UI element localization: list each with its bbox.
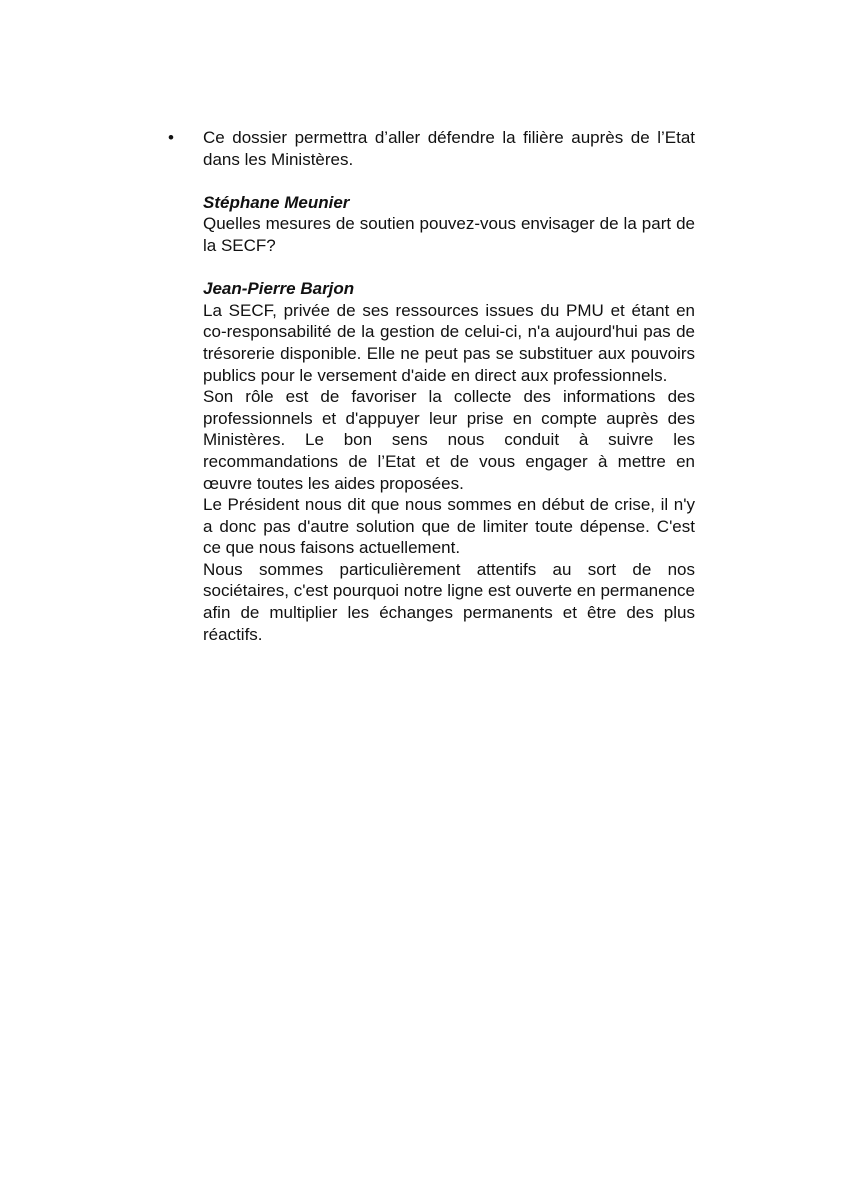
spacer — [203, 170, 695, 192]
spacer — [203, 257, 695, 279]
question-text: Quelles mesures de soutien pouvez-vous envisager de la part de la SECF? — [203, 214, 695, 255]
answer-paragraph: Nous sommes particulièrement attentifs au sort de nos sociétaires, c'est pourquoi notre ligne est ouverte en permanence afin de multiplier les échanges permanents et être des plus réactifs. — [203, 559, 695, 644]
bullet-marker: • — [168, 128, 174, 147]
question-speaker: Stéphane Meunier — [203, 192, 350, 212]
intro-paragraph: Ce dossier permettra d’aller défendre la filière auprès de l’Etat dans les Ministères. — [203, 128, 695, 169]
answer-paragraph: Le Président nous dit que nous sommes en début de crise, il n'y a donc pas d'autre solution que de limiter toute dépense. C'est ce que nous faisons actuellement. — [203, 495, 695, 558]
answer-paragraph: La SECF, privée de ses ressources issues du PMU et étant en co-responsabilité de la gestion de celui-ci, n'a aujourd'hui pas de trésorerie disponible. Elle ne peut pas se substituer aux pouvoirs publics pour le versement d'aide en direct aux professionnels. — [203, 300, 695, 385]
answer-paragraph: Son rôle est de favoriser la collecte des informations des professionnels et d'appuyer leur prise en compte auprès des Ministères. Le bon sens nous conduit à suivre les recommandations de l’Etat et de vous engager à mettre en œuvre toutes les aides proposées. — [203, 387, 695, 493]
answer-speaker: Jean-Pierre Barjon — [203, 279, 355, 299]
document-body — [203, 127, 695, 645]
